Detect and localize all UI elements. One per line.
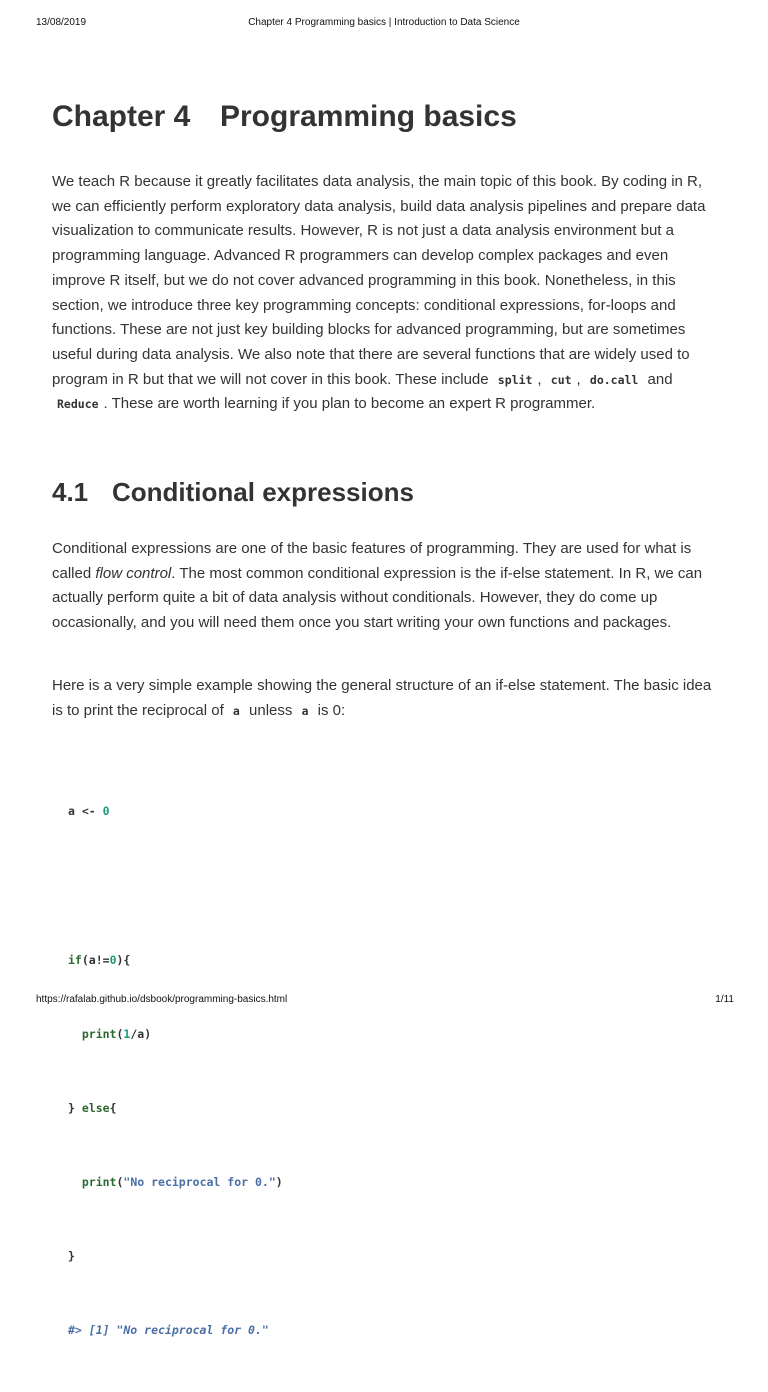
- code-line: if(a!=0){: [68, 952, 131, 967]
- para2-text-end: . The most common conditional expression is the if-else statement. In R, we can actually perform quite a bit of data analysis without conditionals. However, they do come up occasionally, and you will need them once you start writing your own functions and packages.: [52, 564, 703, 632]
- code-line: a <- 0: [68, 804, 110, 819]
- code-line: print("No reciprocal for 0."): [81, 1174, 283, 1189]
- code-line: print(1/a): [81, 1026, 152, 1041]
- code-docall: do.call: [589, 372, 639, 387]
- code-a: a: [232, 703, 240, 718]
- code-split: split: [497, 372, 533, 387]
- section-number: 4.1: [52, 477, 89, 507]
- para3-text: Here is a very simple example showing the general structure of an if-else statement. The basic idea is to print the reciprocal of: [52, 677, 712, 719]
- section-title: Conditional expressions: [112, 477, 414, 507]
- section-heading: [52, 477, 414, 508]
- intro-paragraph: [52, 170, 720, 417]
- example-intro-paragraph: [52, 674, 720, 723]
- intro-text: We teach R because it greatly facilitates data analysis, the main topic of this book. By coding in R, we can efficiently perform exploratory data analysis, build data analysis pipelines and prepare data visualization to communicate results. However, R is not just a data analysis environment but a programming language. Advanced R programmers can develop complex packages and even improve R itself, but we do not cover advanced programming in this book. Nonetheless, in this section, we introduce three key programming concepts: conditional expressions, for-loops and functions. These are not just key building blocks for advanced programming, but are sometimes useful during data analysis. We also note that there are several functions that are widely used to program in R but that we will not cover in this book. These include: [52, 173, 706, 388]
- separator: ,: [537, 370, 542, 388]
- separator: ,: [576, 370, 581, 388]
- print-page-title: Chapter 4 Programming basics | Introduction to Data Science: [248, 17, 520, 28]
- chapter-heading: [52, 100, 517, 134]
- conditional-paragraph: [52, 537, 720, 636]
- print-header: [0, 17, 768, 31]
- chapter-title: Programming basics: [220, 100, 517, 133]
- unless-text: unless: [249, 701, 293, 719]
- para3-text-end: is 0:: [317, 701, 346, 719]
- code-a: a: [301, 703, 309, 718]
- print-date: 13/08/2019: [36, 17, 87, 28]
- code-line: }: [68, 1248, 75, 1263]
- code-block: [68, 750, 708, 1392]
- page-number: 1/11: [715, 994, 734, 1005]
- code-output-line: #> [1] "No reciprocal for 0.": [68, 1323, 269, 1338]
- code-line: } else{: [68, 1100, 117, 1115]
- flow-control-emphasis: flow control: [95, 564, 172, 582]
- print-footer: [0, 994, 768, 1008]
- para2-text: Conditional expressions are one of the basic features of programming. They are used for what is called: [52, 540, 692, 582]
- code-reduce: Reduce: [57, 397, 99, 412]
- code-line-blank: [68, 874, 708, 899]
- and-text: and: [647, 370, 673, 388]
- intro-text-end: . These are worth learning if you plan to become an expert R programmer.: [103, 395, 596, 413]
- chapter-number: Chapter 4: [52, 100, 191, 133]
- code-cut: cut: [550, 372, 572, 387]
- print-url: https://rafalab.github.io/dsbook/programming-basics.html: [36, 994, 288, 1005]
